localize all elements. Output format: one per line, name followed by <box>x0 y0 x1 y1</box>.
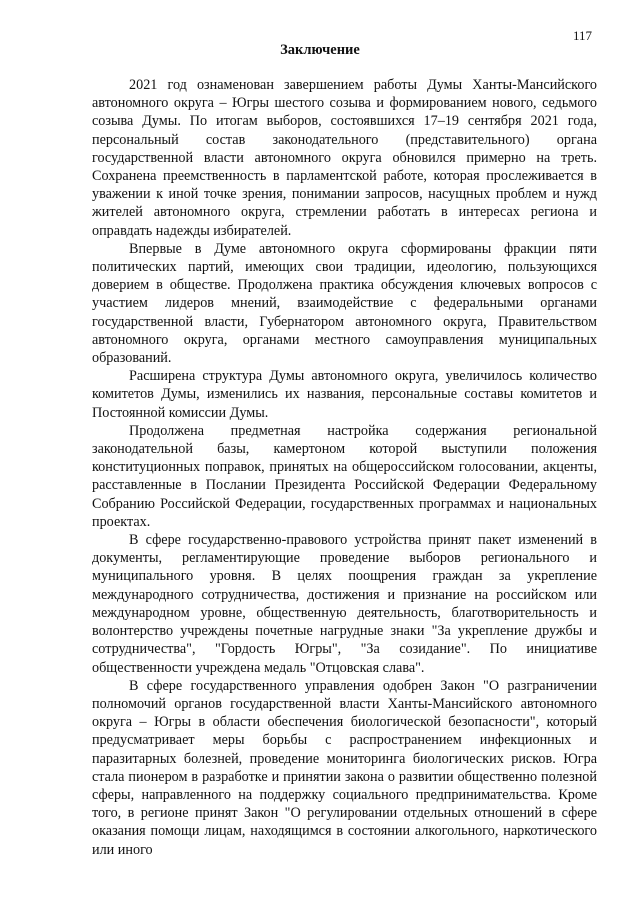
paragraph: Впервые в Думе автономного округа сформированы фракции пяти политических партий, имеющих свои традиции, идеологию, пользующихся доверием в обществе. Продолжена практика обсуждения ключевых вопросов с участием лидеров мнений, взаимодействие с федеральными органами государственной власти, Губернатором автономного округа, Правительством автономного округа, органами местного самоуправления муниципальных образований. <box>92 240 597 367</box>
page-title: Заключение <box>280 42 360 58</box>
paragraph: Расширена структура Думы автономного округа, увеличилось количество комитетов Думы, изменились их названия, персональные составы комитетов и Постоянной комиссии Думы. <box>92 368 597 421</box>
paragraph: 2021 год ознаменован завершением работы Думы Ханты-Мансийского автономного округа – Югры шестого созыва и формированием нового, седьмого созыва Думы. По итогам выборов, состоявшихся 17–19 сентября 2021 года, персональный состав законодательного (представительного) органа государственной власти автономного округа обновился примерно на треть. Сохранена преемственность в парламентской работе, которая прослеживается в уважении к иной точке зрения, понимании запросов, насущных проблем и нужд жителей автономного округа, стремлении работать в интересах региона и оправдать надежды избирателей. <box>92 77 597 239</box>
paragraph: В сфере государственного управления одобрен Закон "О разграничении полномочий органов государственной власти Ханты-Мансийского автономного округа – Югры в области обеспечения биологической безопасности", который предусматривает меры борьбы с распространением инфекционных и паразитарных болезней, проведение мониторинга биологических рисков. Югра стала пионером в разработке и принятии закона о развитии общественно полезной сферы, направленного на поддержку социального предпринимательства. Кроме того, в регионе принят Закон "О регулировании отдельных отношений в сфере оказания помощи лицам, находящимся в состоянии алкогольного, наркотического или иного <box>92 677 597 858</box>
paragraph: В сфере государственно-правового устройства принят пакет изменений в документы, регламентирующие проведение выборов регионального и муниципального уровня. В целях поощрения граждан за укрепление международного сотрудничества, достижения и признание на российском или международном уровне, общественную деятельность, благотворительность и волонтерство учреждены почетные нагрудные знаки "За укрепление дружбы и сотрудничества", "Гордость Югры", "За созидание". По инициативе общественности учреждена медаль "Отцовская слава". <box>92 532 597 676</box>
body-text <box>92 76 597 859</box>
paragraph: Продолжена предметная настройка содержания региональной законодательной базы, камертоном которой выступили положения конституционных поправок, принятых на общероссийском голосовании, акценты, расставленные в Послании Президента Российской Федерации Федеральному Собранию Российской Федерации, государственных программах и национальных проектах. <box>92 422 597 530</box>
page-number: 117 <box>572 28 592 43</box>
